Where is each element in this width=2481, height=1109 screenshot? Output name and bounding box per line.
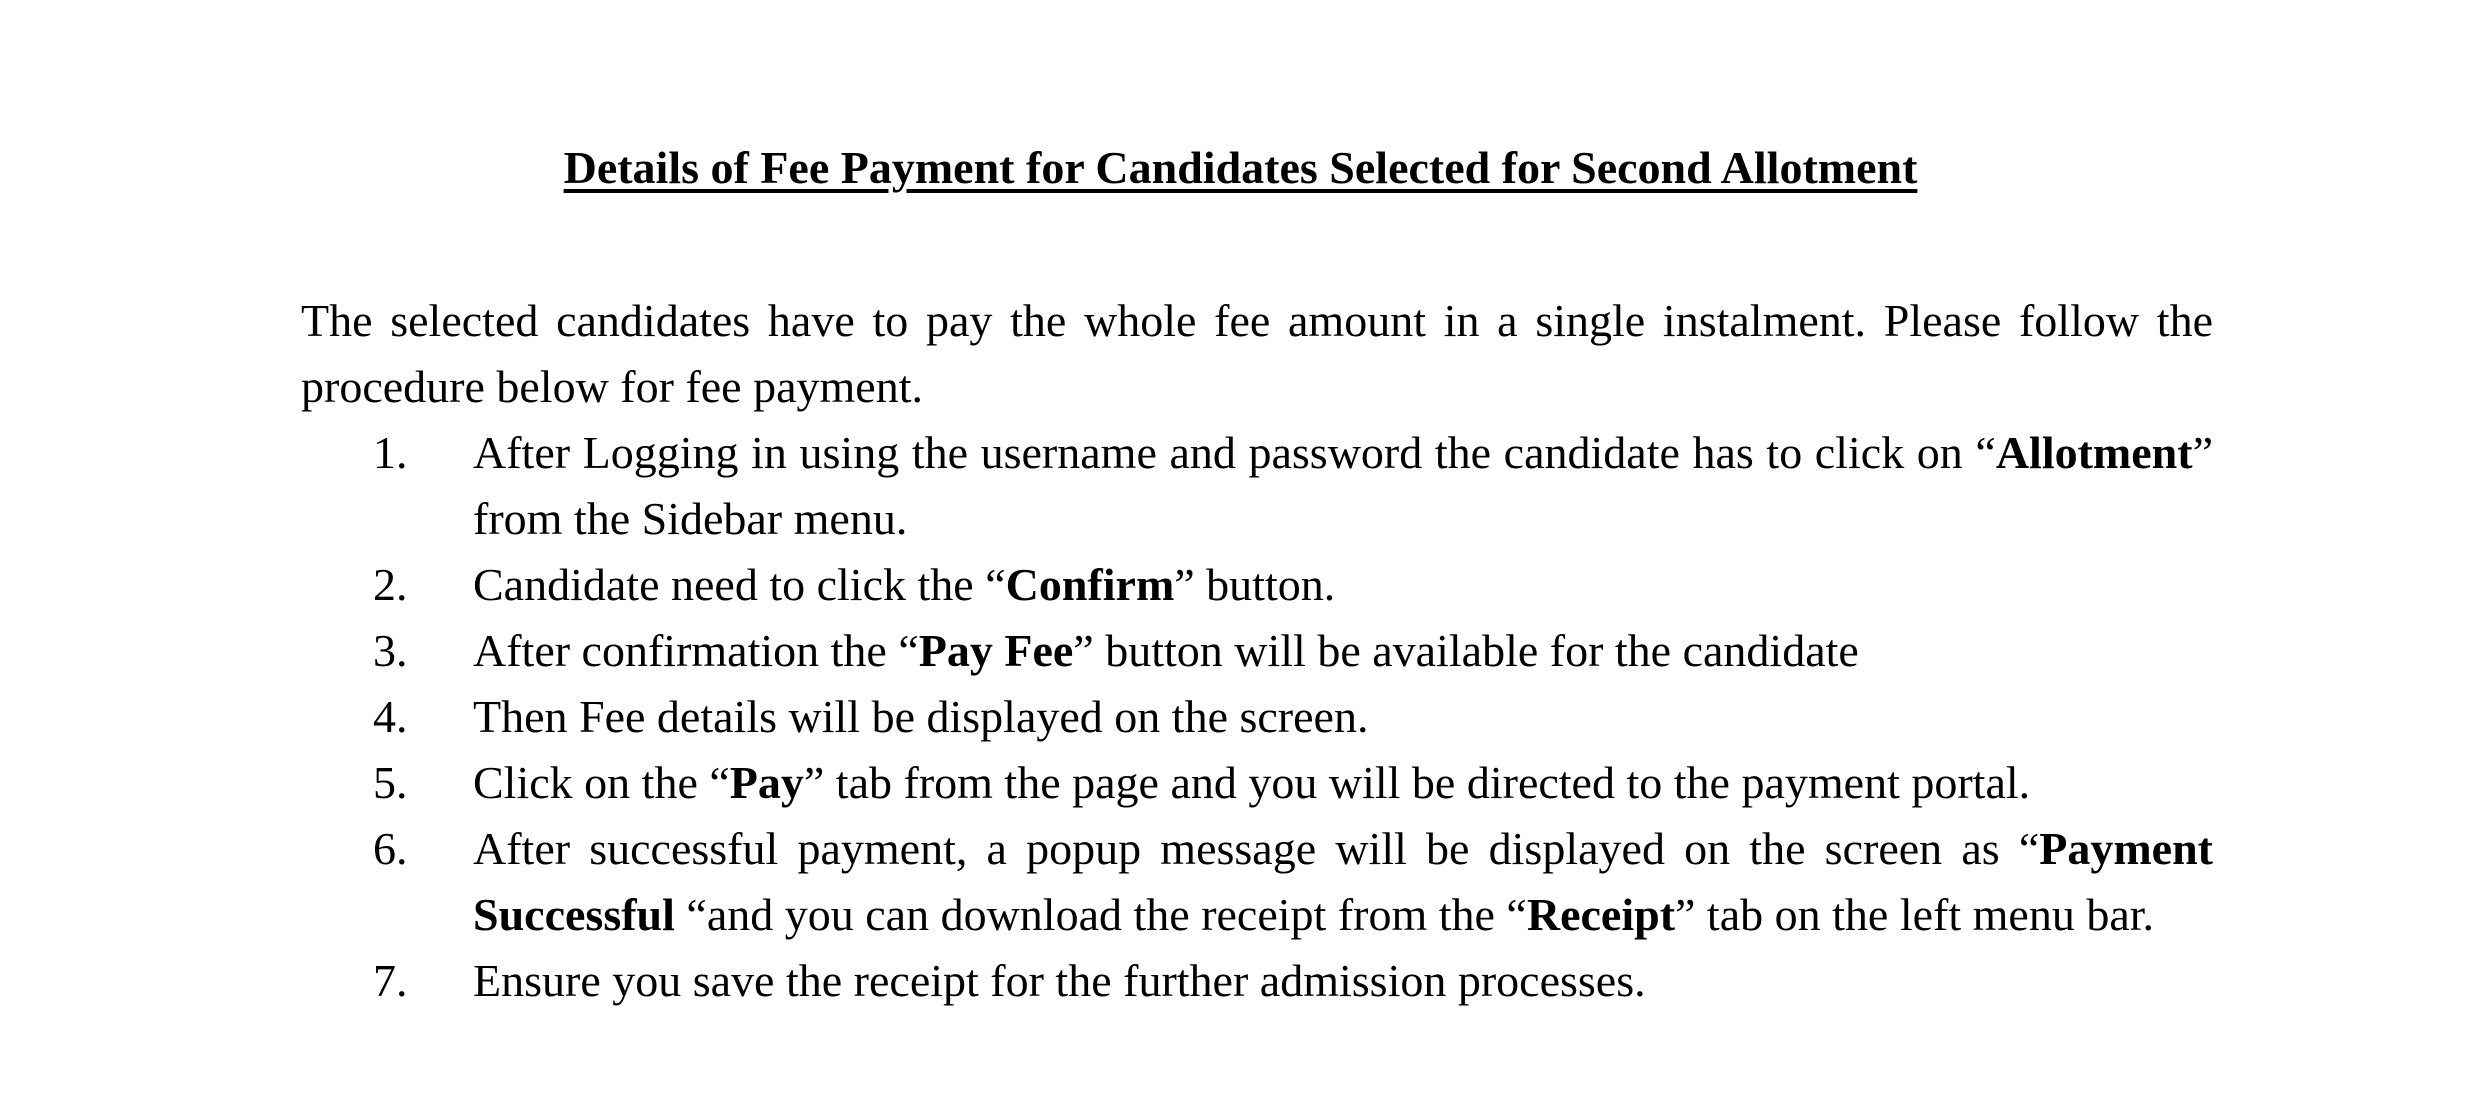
step-number [301, 948, 473, 1014]
step-text-segment: Click on the “ [473, 757, 730, 808]
step-text [473, 816, 2213, 948]
step-number [301, 618, 473, 684]
step-text-segment: Candidate need to click the “ [473, 559, 1006, 610]
step-text-bold: Allotment [1995, 427, 2193, 478]
step-number [301, 552, 473, 618]
intro-paragraph: The selected candidates have to pay the whole fee amount in a single instalment. Please follow the procedure below for fee payment. [301, 295, 2213, 412]
step-text-bold: Payment Successful [473, 823, 2213, 940]
step-text [473, 618, 2213, 684]
step-text [473, 750, 2213, 816]
step-text-bold: Confirm [1005, 559, 1175, 610]
step-text-segment: ” tab from the page and you will be directed to the payment portal. [803, 757, 2031, 808]
step-number [301, 684, 473, 750]
step-number [301, 420, 473, 486]
step-text-segment: ” button. [1174, 559, 1336, 610]
step-item [301, 420, 2213, 552]
step-text-bold: Pay Fee [918, 625, 1074, 676]
step-number-label: 7. [373, 955, 408, 1006]
step-text-bold: Receipt [1526, 889, 1676, 940]
step-text-segment: “and you can download the receipt from the “ [674, 889, 1527, 940]
step-text-segment: Ensure you save the receipt for the further admission processes. [473, 955, 1646, 1006]
step-text-segment: Then Fee details will be displayed on the screen. [473, 691, 1369, 742]
step-number [301, 816, 473, 882]
step-item [301, 750, 2213, 816]
step-text-segment: After Logging in using the username and password the candidate has to click on “ [473, 427, 1996, 478]
step-number-label: 5. [373, 757, 408, 808]
step-text [473, 684, 2213, 750]
step-text-segment: ” from the Sidebar menu. [473, 427, 2213, 544]
step-item [301, 948, 2213, 1014]
step-number-label: 2. [373, 559, 408, 610]
step-number [301, 750, 473, 816]
step-text-segment: After successful payment, a popup message will be displayed on the screen as “ [473, 823, 2040, 874]
step-text [473, 552, 2213, 618]
step-number-label: 1. [373, 427, 408, 478]
step-item [301, 684, 2213, 750]
fee-payment-steps [301, 420, 2213, 1014]
step-text-segment: After confirmation the “ [473, 625, 919, 676]
document-title: Details of Fee Payment for Candidates Selected for Second Allotment [563, 142, 1918, 193]
step-text-bold: Pay [729, 757, 804, 808]
step-text-segment: ” tab on the left menu bar. [1675, 889, 2155, 940]
step-text-segment: ” button will be available for the candidate [1073, 625, 1859, 676]
step-text [473, 420, 2213, 552]
step-number-label: 4. [373, 691, 408, 742]
step-item [301, 816, 2213, 948]
step-text [473, 948, 2213, 1014]
step-number-label: 6. [373, 823, 408, 874]
step-number-label: 3. [373, 625, 408, 676]
step-item [301, 618, 2213, 684]
step-item [301, 552, 2213, 618]
